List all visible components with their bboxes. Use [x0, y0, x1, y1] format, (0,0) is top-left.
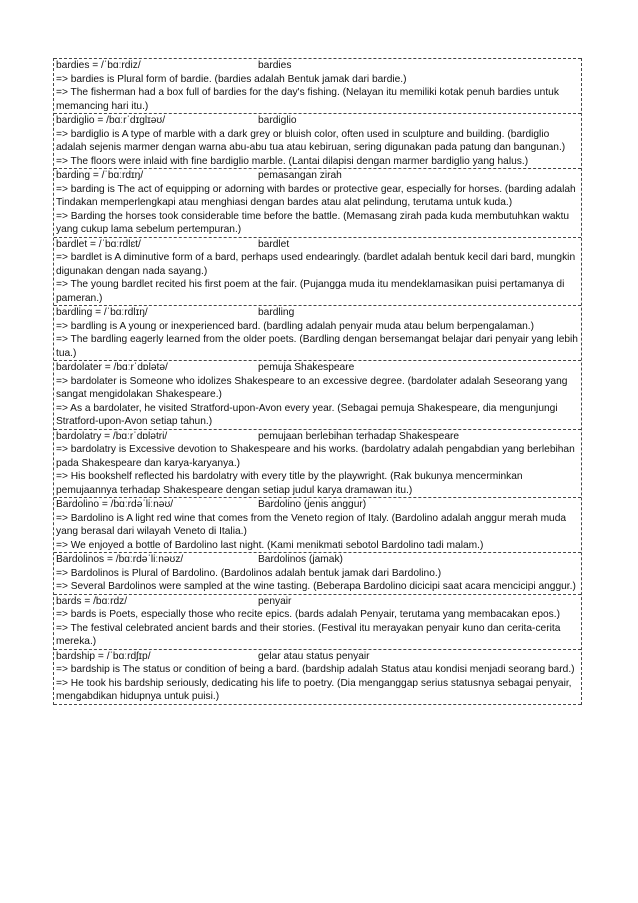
entry-translation: pemujaan berlebihan terhadap Shakespeare [258, 430, 460, 442]
entry-definition: => bardolater is Someone who idolizes Shakespeare to an excessive degree. (bardolater adalah Seseorang yang sangat mengidolakan Shakespeare.) [56, 375, 568, 400]
entry-definition: => bardies is Plural form of bardie. (bardies adalah Bentuk jamak dari bardie.) [56, 73, 407, 85]
entry-bardolinos [54, 552, 581, 594]
entry-definition: => bardiglio is A type of marble with a dark grey or bluish color, often used in sculpture and building. (bardiglio adalah sejenis marmer dengan warna abu-abu tua atau kebiruan, sering digunakan pada patung dan bangunan.) [56, 128, 566, 153]
entry-translation: bardling [258, 307, 295, 318]
entry-bardolino [54, 497, 581, 552]
entry-term: bardship = /ˈbɑːrdʃɪp/ [56, 650, 151, 662]
entry-definition: => bardship is The status or condition of being a bard. (bardship adalah Status atau kondisi menjadi seorang bard.) [56, 664, 575, 675]
entry-definition: => Bardolinos is Plural of Bardolino. (Bardolinos adalah bentuk jamak dari Bardolino.) [56, 567, 442, 579]
entry-example: => The festival celebrated ancient bards and their stories. (Festival itu merayakan penyair kuno dan cerita-cerita mereka.) [56, 622, 561, 647]
entry-translation: pemuja Shakespeare [258, 362, 355, 373]
entry-definition: => barding is The act of equipping or adorning with bardes or protective gear, especially for horses. (barding adalah Tindakan memperlengkapi atau menghiasi dengan bardes atau alat pelindung, terutama untuk kuda.) [56, 183, 576, 208]
entry-example: => We enjoyed a bottle of Bardolino last night. (Kami menikmati sebotol Bardolino tadi malam.) [56, 539, 484, 551]
entry-translation: Bardolino (jenis anggur) [258, 499, 367, 510]
entry-definition: => Bardolino is A light red wine that comes from the Veneto region of Italy. (Bardolino adalah anggur merah muda yang berasal dari wilayah Veneto di Italia.) [56, 512, 567, 537]
entry-bardiglio [54, 113, 581, 168]
entry-translation: penyair [258, 595, 292, 607]
entry-example: => The fisherman had a box full of bardies for the day's fishing. (Nelayan itu memiliki kotak penuh bardies untuk memancing hari itu.) [56, 87, 559, 112]
entry-definition: => bardolatry is Excessive devotion to Shakespeare and his works. (bardolatry adalah pengabdian yang berlebihan pada Shakespeare dan karya-karyanya.) [56, 444, 575, 469]
entry-definition: => bardling is A young or inexperienced bard. (bardling adalah penyair muda atau belum berpengalaman.) [56, 320, 534, 332]
entry-term: bardolatry = /bɑːrˈdɒlətri/ [56, 430, 168, 442]
entry-term: bardling = /ˈbɑːrdlɪŋ/ [56, 307, 148, 318]
entry-translation: Bardolinos (jamak) [258, 554, 343, 565]
entry-bardlet [54, 237, 581, 306]
entry-example: => Barding the horses took considerable time before the battle. (Memasang zirah pada kuda membutuhkan waktu yang cukup lama sebelum pertempuran.) [56, 210, 570, 235]
entry-translation: bardlet [258, 238, 290, 250]
entry-translation: gelar atau status penyair [258, 650, 370, 662]
entry-bardolater [54, 360, 581, 429]
entry-bardies [54, 58, 581, 113]
entry-term: bardiglio = /bɑːrˈdɪɡlɪəʊ/ [56, 115, 166, 126]
entry-example: => The bardling eagerly learned from the older poets. (Bardling dengan bersemangat belajar dari penyair yang lebih tua.) [56, 334, 578, 359]
entry-bardolatry [54, 429, 581, 498]
entry-example: => As a bardolater, he visited Stratford-upon-Avon every year. (Sebagai pemuja Shakespeare, dia mengunjungi Stratford-upon-Avon setiap tahun.) [56, 402, 558, 427]
entry-example: => Several Bardolinos were sampled at the wine tasting. (Beberapa Bardolino dicicipi saat acara mencicipi anggur.) [56, 581, 576, 592]
entry-definition: => bardlet is A diminutive form of a bard, perhaps used endearingly. (bardlet adalah bentuk kecil dari bard, mungkin digunakan dengan nada sayang.) [56, 252, 576, 277]
entry-term: bardies = /ˈbɑːrdiz/ [56, 60, 141, 71]
entry-bards [54, 594, 581, 649]
entry-translation: bardies [258, 60, 292, 71]
entry-term: bards = /bɑːrdz/ [56, 595, 128, 607]
entry-bardship [54, 649, 581, 705]
entry-term: bardlet = /ˈbɑːrdlɛt/ [56, 238, 141, 250]
entry-barding [54, 168, 581, 237]
entry-example: => His bookshelf reflected his bardolatry with every title by the playwright. (Rak bukunya mencerminkan pemujaannya terhadap Shakespeare dengan setiap judul karya dramawan itu.) [56, 471, 523, 496]
glossary-table [53, 58, 582, 705]
entry-example: => The floors were inlaid with fine bardiglio marble. (Lantai dilapisi dengan marmer bardiglio yang halus.) [56, 155, 529, 167]
entry-translation: bardiglio [258, 115, 297, 126]
entry-definition: => bards is Poets, especially those who recite epics. (bards adalah Penyair, terutama yang membacakan epos.) [56, 609, 560, 620]
entry-translation: pemasangan zirah [258, 170, 342, 181]
entry-term: Bardolinos = /bɑːrdəˈliːnəʊz/ [56, 554, 184, 565]
entry-term: Bardolino = /bɑːrdəˈliːnəʊ/ [56, 499, 174, 510]
entry-example: => The young bardlet recited his first poem at the fair. (Pujangga muda itu mendeklamasikan puisi pertamanya di pameran.) [56, 279, 565, 304]
entry-example: => He took his bardship seriously, dedicating his life to poetry. (Dia menganggap serius statusnya sebagai penyair, mengabdikan hidupnya untuk puisi.) [56, 677, 572, 702]
entry-term: bardolater = /bɑːrˈdɒlətə/ [56, 362, 168, 373]
entry-bardling [54, 305, 581, 360]
entry-term: barding = /ˈbɑːrdɪŋ/ [56, 170, 144, 181]
